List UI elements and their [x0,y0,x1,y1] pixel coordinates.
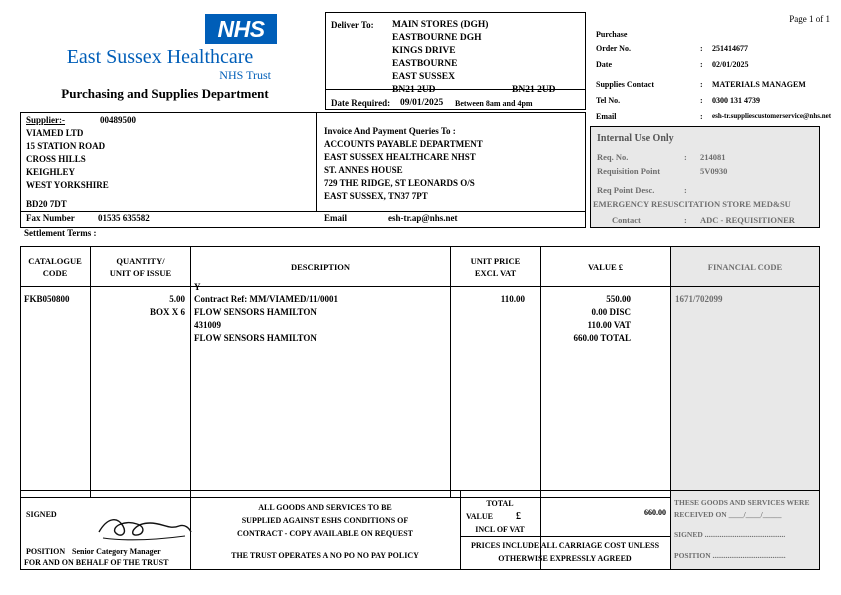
purchase-date-sep: : [700,60,703,69]
invoice-queries-title: Invoice And Payment Queries To : [324,126,456,136]
internal-contact-label: Contact [612,215,641,225]
purchase-email-label: Email [596,112,617,121]
conditions-line-3: CONTRACT - COPY AVAILABLE ON REQUEST [237,529,413,538]
footer-total-rule [460,536,670,537]
cell-financial-code: 1671/702099 [675,294,723,304]
supplier-label: Supplier:- [26,115,66,125]
cell-value-net: 550.00 [606,294,631,304]
req-point-desc-value: EMERGENCY RESUSCITATION STORE MED&SU [593,199,791,209]
col-divider-1 [90,246,91,498]
requisition-point-label: Requisition Point [597,166,661,176]
received-line-2: RECEIVED ON ____/____/_____ [674,510,782,519]
col-divider-3 [450,246,451,498]
deliver-line-1: MAIN STORES (DGH) [392,20,489,30]
header-quantity-l2: UNIT OF ISSUE [109,268,172,278]
footer-divider-2 [460,490,461,570]
deliver-line-3: KINGS DRIVE [392,46,456,56]
position-value: Senior Category Manager [72,547,161,556]
header-unit-price-l2: EXCL VAT [474,268,517,278]
signed-label: SIGNED [26,510,57,519]
tel-no-value: 0300 131 4739 [712,96,760,105]
supplies-contact-value: MATERIALS MANAGEM [712,80,806,89]
deliver-line-5: EAST SUSSEX [392,72,455,82]
cell-description-line-5: FLOW SENSORS HAMILTON [194,333,317,343]
total-label-2: VALUE [466,512,493,521]
tel-no-sep: : [700,96,703,105]
cell-value-disc: 0.00 DISC [591,307,631,317]
received-signed: SIGNED ........................................... [674,530,786,539]
cell-quantity: 5.00 [169,294,185,304]
invoice-line-1: ACCOUNTS PAYABLE DEPARTMENT [324,139,483,149]
req-point-desc-label: Req Point Desc. [597,185,655,195]
supplier-fax-label: Fax Number [26,213,75,223]
invoice-email-label: Email [324,213,348,223]
signature-mark [95,512,195,542]
req-no-label: Req. No. [597,152,629,162]
settlement-divider [20,211,586,212]
date-required-value: 09/01/2025 [400,98,444,108]
header-financial-code: FINANCIAL CODE [707,262,783,272]
cell-catalogue-code: FKB050800 [24,294,70,304]
position-label: POSITION [26,547,66,556]
header-quantity-l1: QUANTITY/ [116,256,165,266]
supplier-line-2: 15 STATION ROAD [26,141,106,151]
header-unit-price-l1: UNIT PRICE [470,256,521,266]
cell-value-total: 660.00 TOTAL [573,333,631,343]
req-point-desc-sep: : [684,185,687,195]
department-title: Purchasing and Supplies Department [61,86,269,101]
deliver-to-label: Deliver To: [331,20,374,30]
date-required-label: Date Required: [331,98,391,108]
header-catalogue-code-l1: CATALOGUE [28,256,82,266]
footer-divider-4 [670,490,671,570]
total-label-1: TOTAL [486,499,514,508]
supplier-line-4: KEIGHLEY [26,167,76,177]
requisition-point-value: 5V0930 [700,166,728,176]
supplies-contact-sep: : [700,80,703,89]
page-number: Page 1 of 1 [789,14,830,24]
internal-contact-sep: : [684,215,687,225]
nhs-logo: NHS [205,14,277,44]
header-description: DESCRIPTION [290,262,351,272]
supplier-line-3: CROSS HILLS [26,154,86,164]
invoice-line-4: 729 THE RIDGE, ST LEONARDS O/S [324,178,475,188]
internal-use-title: Internal Use Only [597,133,674,144]
supplier-invoice-divider [316,112,317,211]
received-line-1: THESE GOODS AND SERVICES WERE [674,498,810,507]
purchase-title: Purchase [596,30,628,39]
supplier-fax-value: 01535 635582 [98,213,150,223]
header-value: VALUE £ [587,262,624,272]
purchase-email-value: esh-tr.suppliescustomerservice@nhs.net [712,112,832,120]
deliver-line-2: EASTBOURNE DGH [392,33,482,43]
req-no-sep: : [684,152,687,162]
currency-symbol: £ [516,511,521,522]
cell-description-line-4: 431009 [194,320,221,330]
header-catalogue-code-l2: CODE [42,268,68,278]
cell-description-line-1: Y [194,282,201,292]
purchase-order-no-sep: : [700,44,703,53]
cell-unit-of-issue: BOX X 6 [149,307,185,317]
supplier-postcode: BD20 7DT [26,199,67,209]
invoice-line-2: EAST SUSSEX HEALTHCARE NHST [324,152,476,162]
supplies-contact-label: Supplies Contact [596,80,655,89]
total-value: 660.00 [644,508,666,517]
no-po-no-pay: THE TRUST OPERATES A NO PO NO PAY POLICY [231,551,419,560]
carriage-line-2: OTHERWISE EXPRESSLY AGREED [498,554,632,563]
supplier-account: 00489500 [100,115,136,125]
table-header-rule [20,286,820,287]
purchase-email-sep: : [700,112,703,121]
purchase-date-value: 02/01/2025 [712,60,749,69]
trust-subtitle: NHS Trust [219,68,271,82]
invoice-line-5: EAST SUSSEX, TN37 7PT [324,191,428,201]
supplier-line-5: WEST YORKSHIRE [26,180,109,190]
col-divider-4 [540,246,541,498]
supplier-line-1: VIAMED LTD [26,128,84,138]
invoice-email-value: esh-tr.ap@nhs.net [388,213,458,223]
cell-description-line-3: FLOW SENSORS HAMILTON [194,307,317,317]
purchase-order-no-value: 251414677 [712,44,748,53]
delivery-window: Between 8am and 4pm [455,99,533,108]
purchase-date-label: Date [596,60,612,69]
cell-value-vat: 110.00 VAT [587,320,631,330]
tel-no-label: Tel No. [596,96,621,105]
cell-unit-price: 110.00 [500,294,525,304]
settlement-terms-label: Settlement Terms : [24,228,97,238]
col-divider-2 [190,246,191,498]
carriage-line-1: PRICES INCLUDE ALL CARRIAGE COST UNLESS [470,541,660,550]
conditions-line-1: ALL GOODS AND SERVICES TO BE [258,503,392,512]
behalf-of-trust: FOR AND ON BEHALF OF THE TRUST [24,558,169,567]
purchase-order-no-label: Order No. [596,44,631,53]
received-position: POSITION ....................................... [674,551,786,560]
line-items-table [20,246,820,498]
deliver-line-6: BN21 2UD [392,85,436,95]
col-divider-5 [670,246,671,498]
internal-contact-value: ADC - REQUISITIONER [700,215,795,225]
conditions-line-2: SUPPLIED AGAINST ESHS CONDITIONS OF [241,516,409,525]
req-no-value: 214081 [700,152,726,162]
deliver-postcode-right: BN21 2UD [512,85,556,95]
total-label-3: INCL OF VAT [475,525,525,534]
trust-name: East Sussex Healthcare [66,46,254,68]
invoice-line-3: ST. ANNES HOUSE [324,165,403,175]
deliver-line-4: EASTBOURNE [392,59,458,69]
cell-description-line-2: Contract Ref: MM/VIAMED/11/0001 [194,294,338,304]
